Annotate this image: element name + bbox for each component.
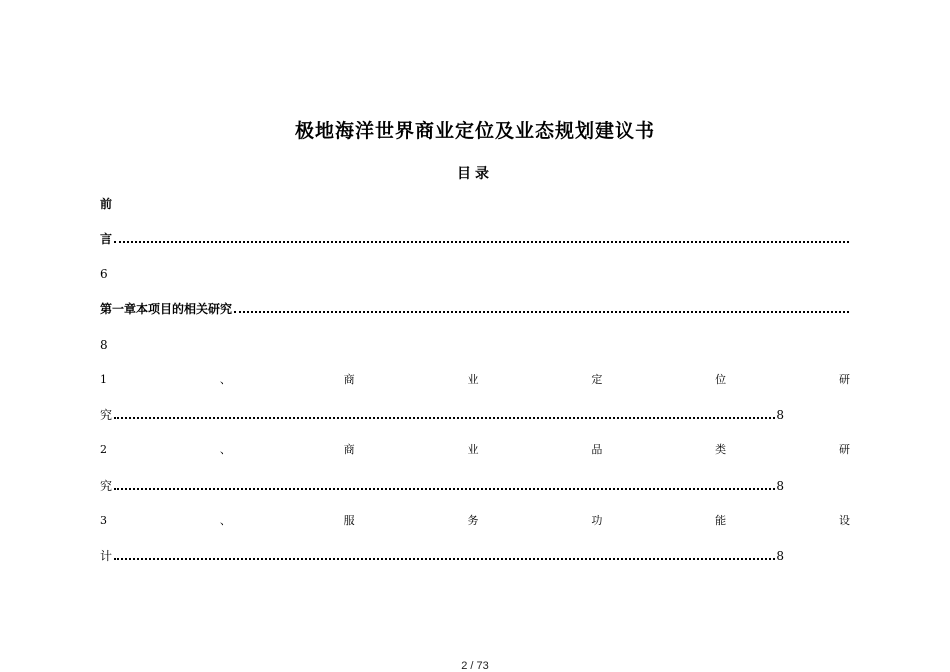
toc-preface-page: 6 xyxy=(100,267,108,281)
toc-item3-page: 8 xyxy=(776,549,784,563)
document-title: 极地海洋世界商业定位及业态规划建议书 xyxy=(294,120,655,142)
toc-item2-heading xyxy=(100,442,850,458)
toc-chapter1-page: 8 xyxy=(100,338,108,352)
toc-item1-char: 业 xyxy=(467,373,479,386)
toc-dot-leader xyxy=(114,417,775,419)
toc-item3-entry[interactable] xyxy=(100,548,784,564)
toc-item3-char: 务 xyxy=(467,514,479,527)
toc-item1-char: 位 xyxy=(715,373,727,386)
toc-item3-char: 能 xyxy=(715,514,727,527)
toc-item1-heading xyxy=(100,372,850,388)
toc-item3-char: 、 xyxy=(219,514,231,527)
toc-dot-leader xyxy=(114,558,775,560)
toc-item2-entry[interactable] xyxy=(100,478,784,494)
toc-item1-page: 8 xyxy=(776,408,784,422)
toc-preface-entry[interactable] xyxy=(100,231,850,247)
toc-item2-page: 8 xyxy=(776,479,784,493)
toc-item2-char: 商 xyxy=(343,443,355,456)
toc-item2-char: 业 xyxy=(467,443,479,456)
toc-item1-char: 、 xyxy=(219,373,231,386)
toc-item2-char: 、 xyxy=(219,443,231,456)
toc-item1-char: 研 xyxy=(838,373,850,386)
toc-item3-char: 服 xyxy=(343,514,355,527)
toc-chapter1-entry[interactable] xyxy=(100,301,850,317)
toc-item3-char: 功 xyxy=(591,514,603,527)
toc-item2-char: 品 xyxy=(591,443,603,456)
toc-preface-label-end: 言 xyxy=(100,232,113,246)
toc-item2-char: 研 xyxy=(838,443,850,456)
toc-item1-entry[interactable] xyxy=(100,407,784,423)
toc-item1-char: 定 xyxy=(591,373,603,386)
toc-heading: 目录 xyxy=(457,166,493,182)
toc-item3-tail: 计 xyxy=(100,549,113,563)
toc-preface-label-start: 前 xyxy=(100,197,113,211)
toc-dot-leader xyxy=(114,241,849,243)
toc-item3-char: 3 xyxy=(100,514,107,527)
toc-dot-leader xyxy=(114,488,775,490)
toc-item2-char: 2 xyxy=(100,443,107,456)
toc-chapter1-label: 第一章本项目的相关研究 xyxy=(100,302,233,316)
toc-item1-char: 1 xyxy=(100,373,107,386)
toc-item3-char: 设 xyxy=(838,514,850,527)
toc-item2-tail: 究 xyxy=(100,479,113,493)
toc-dot-leader xyxy=(234,311,849,313)
toc-item1-char: 商 xyxy=(343,373,355,386)
toc-item3-heading xyxy=(100,513,850,529)
toc-item2-char: 类 xyxy=(715,443,727,456)
toc-item1-tail: 究 xyxy=(100,408,113,422)
page-indicator: 2 / 73 xyxy=(461,660,489,672)
